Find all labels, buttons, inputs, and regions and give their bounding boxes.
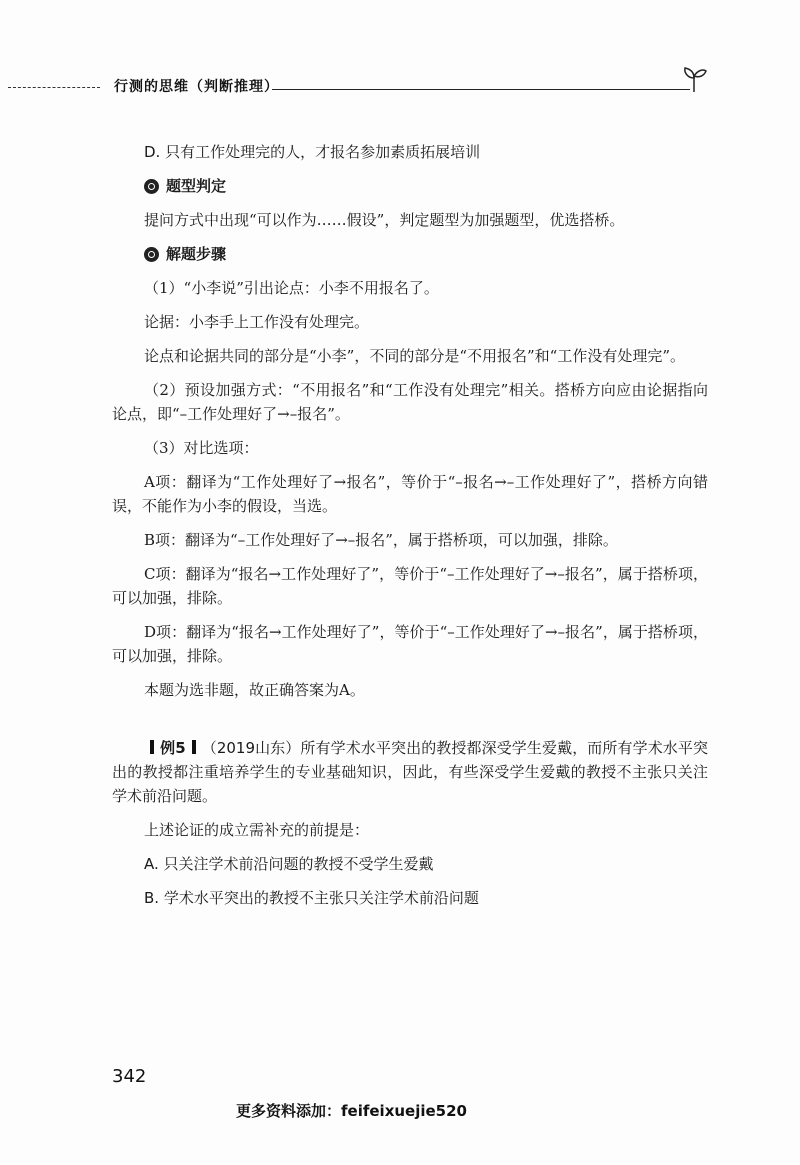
- header-rule: [272, 89, 690, 90]
- section-steps-label: 解题步骤: [166, 245, 227, 263]
- header-title: 行测的思维（判断推理）: [114, 79, 279, 95]
- example-tag: 例5: [160, 739, 186, 757]
- header-dash-line: [8, 87, 100, 88]
- step-paragraph: 论据：小李手上工作没有处理完。: [144, 313, 370, 331]
- example-option-b: B. 学术水平突出的教授不主张只关注学术前沿问题: [144, 889, 479, 907]
- page-number: 342: [112, 1066, 147, 1087]
- step-paragraph: 本题为选非题，故正确答案为A。: [144, 681, 365, 699]
- step-paragraph: 论点和论据共同的部分是“小李”，不同的部分是“不用报名”和“工作没有处理完”。: [144, 347, 686, 365]
- step-paragraph: （1）“小李说”引出论点：小李不用报名了。: [144, 279, 439, 297]
- step-paragraph: B项：翻译为“–工作处理好了→–报名”，属于搭桥项，可以加强，排除。: [144, 531, 618, 549]
- gear-icon: [144, 179, 159, 194]
- section-steps-heading: [144, 242, 708, 266]
- footer-note: [236, 1100, 467, 1121]
- example-text: （2019山东）所有学术水平突出的教授都深受学生爱戴，而所有学术水平突出的教授都注重培养学生的专业基础知识，因此，有些深受学生爱戴的教授不主张只关注学术前沿问题。: [112, 739, 708, 805]
- option-d: D. 只有工作处理完的人，才报名参加素质拓展培训: [144, 143, 481, 161]
- footer-label: 更多资料添加：: [236, 1102, 342, 1120]
- step-paragraph: （2）预设加强方式：“不用报名”和“工作没有处理完”相关。搭桥方向应由论据指向论点，即“–工作处理好了→–报名”。: [112, 381, 708, 423]
- example-question: [112, 736, 708, 808]
- step-paragraph: D项：翻译为“报名→工作处理好了”，等价于“–工作处理好了→–报名”，属于搭桥项，可以加强，排除。: [112, 623, 708, 665]
- step-paragraph: A项：翻译为“工作处理好了→报名”，等价于“–报名→–工作处理好了”，搭桥方向错误，不能作为小李的假设，当选。: [112, 473, 708, 515]
- compass-icon: [144, 247, 159, 262]
- example-bar-right: [192, 740, 196, 754]
- example-prompt: 上述论证的成立需补充的前提是：: [144, 821, 370, 839]
- section-type-label: 题型判定: [166, 177, 227, 195]
- sprout-icon: [680, 64, 708, 94]
- section-type-heading: [144, 174, 708, 198]
- page-header: [0, 70, 800, 100]
- step-paragraph: （3）对比选项：: [144, 439, 259, 457]
- example-bar-left: [150, 740, 154, 754]
- step-paragraph: C项：翻译为“报名→工作处理好了”，等价于“–工作处理好了→–报名”，属于搭桥项，可以加强，排除。: [112, 565, 708, 607]
- example-option-a: A. 只关注学术前沿问题的教授不受学生爱戴: [144, 855, 434, 873]
- page-content: [112, 140, 708, 920]
- section-type-text: 提问方式中出现“可以作为……假设”，判定题型为加强题型，优选搭桥。: [144, 211, 625, 229]
- footer-value: feifeixuejie520: [341, 1102, 467, 1120]
